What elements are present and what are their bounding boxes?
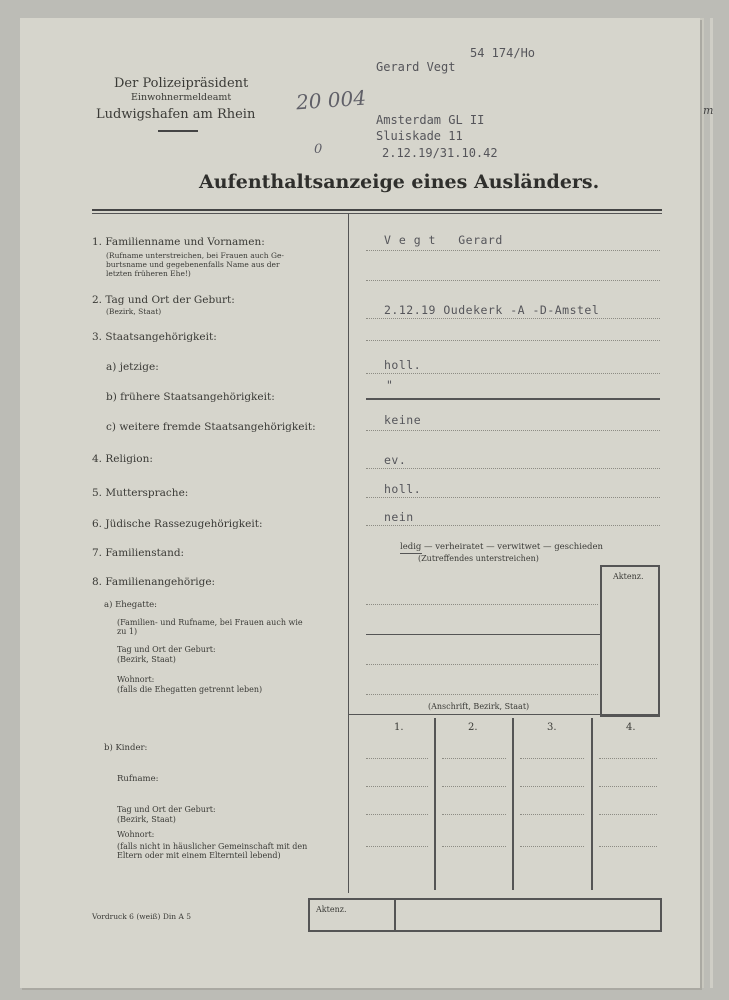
q8b-rufname: Rufname: (117, 774, 159, 784)
q3a-label: a) jetzige: (106, 361, 159, 373)
sheet-edge (700, 18, 704, 988)
q1-value: V e g t Gerard (384, 233, 503, 247)
q5-value: holl. (384, 482, 422, 496)
child-row-line-4d (599, 846, 657, 847)
title-rule-2 (92, 213, 662, 214)
child-row-line-3a (366, 814, 428, 815)
child-col-2: 2. (468, 722, 478, 733)
q7-options: ledig — verheiratet — verwitwet — geschieden (400, 542, 603, 552)
q8a-residence-note: (falls die Ehegatten getrennt leben) (117, 685, 263, 694)
q8b-residence: Wohnort: (117, 830, 155, 839)
spouse-line-4 (366, 694, 598, 695)
q2-line-1 (366, 318, 660, 319)
q3b-value: " (386, 378, 394, 392)
q1-note-1: (Rufname unterstreichen, bei Frauen auch Ge- (106, 251, 284, 260)
q3a-value: holl. (384, 358, 422, 372)
edge-letter: m (703, 104, 714, 117)
q8b-label: b) Kinder: (104, 743, 148, 753)
q8a-note-2: zu 1) (117, 627, 138, 636)
q8a-note-1: (Familien- und Rufname, bei Frauen auch wie (117, 618, 303, 627)
q6-label: 6. Jüdische Rassezugehörigkeit: (92, 518, 263, 530)
children-top-rule (348, 714, 660, 715)
q8a-label: a) Ehegatte: (104, 600, 158, 610)
child-row-line-1b (442, 758, 506, 759)
child-row-line-2d (599, 786, 657, 787)
address-note: (Anschrift, Bezirk, Staat) (428, 702, 530, 711)
aktenz-box (600, 565, 660, 717)
q3c-value: keine (384, 413, 422, 427)
q1-line-1 (366, 250, 660, 251)
spouse-line-1 (366, 604, 598, 605)
child-col-4: 4. (626, 722, 636, 733)
form-code: Vordruck 6 (weiß) Din A 5 (92, 912, 192, 921)
footer-aktenz-box (308, 898, 662, 932)
q8a-birth-note: (Bezirk, Staat) (117, 655, 176, 664)
address-line-2: Sluiskade 11 (376, 129, 463, 143)
address-line-3: 2.12.19/31.10.42 (382, 146, 498, 160)
child-col-1: 1. (394, 722, 404, 733)
child-row-line-2a (366, 786, 428, 787)
q1-label: 1. Familienname und Vornamen: (92, 236, 265, 248)
column-divider (348, 213, 349, 893)
footer-aktenz-label: Aktenz. (316, 905, 347, 914)
handwritten-zero: 0 (314, 142, 323, 157)
child-col-3: 3. (547, 722, 557, 733)
q5-label: 5. Muttersprache: (92, 487, 189, 499)
footer-aktenz-divider (394, 900, 396, 930)
child-divider-3 (591, 718, 593, 890)
q1-note-2: burtsname und gegebenenfalls Name aus der (106, 260, 280, 269)
q5-line (366, 497, 660, 498)
q2-line-2 (366, 340, 660, 341)
q3c-label: c) weitere fremde Staatsangehörigkeit: (106, 421, 316, 433)
child-row-line-1d (599, 758, 657, 759)
child-divider-1 (434, 718, 436, 890)
q8b-birth: Tag und Ort der Geburt: (117, 805, 216, 814)
q3-label: 3. Staatsangehörigkeit: (92, 331, 217, 343)
q3a-line (366, 373, 660, 374)
form-title: Aufenthaltsanzeige eines Ausländers. (199, 171, 600, 193)
q6-line (366, 525, 660, 526)
q4-value: ev. (384, 453, 407, 467)
q3c-line (366, 430, 660, 431)
q3b-label: b) frühere Staatsangehörigkeit: (106, 391, 275, 403)
child-row-line-1c (520, 758, 584, 759)
typed-name: Gerard Vegt (376, 60, 456, 74)
q1-line-2 (366, 280, 660, 281)
child-divider-2 (512, 718, 514, 890)
q1-note-3: letzten früheren Ehe!) (106, 269, 191, 278)
authority-name: Der Polizeipräsident (114, 76, 249, 91)
child-row-line-2b (442, 786, 506, 787)
q8b-birth-note: (Bezirk, Staat) (117, 815, 176, 824)
child-row-line-3d (599, 814, 657, 815)
child-row-line-4c (520, 846, 584, 847)
sheet-edge-outer (710, 18, 713, 988)
child-row-line-4a (366, 846, 428, 847)
address-line-1: Amsterdam GL II (376, 113, 485, 127)
q4-label: 4. Religion: (92, 453, 153, 465)
child-row-line-2c (520, 786, 584, 787)
q8b-residence-note-2: Eltern oder mit einem Elternteil lebend) (117, 851, 281, 860)
aktenz-label: Aktenz. (613, 572, 644, 581)
title-rule-1 (92, 209, 662, 211)
q8b-residence-note-1: (falls nicht in häuslicher Gemeinschaft mit den (117, 842, 308, 851)
q2-label: 2. Tag und Ort der Geburt: (92, 294, 235, 306)
child-row-line-1a (366, 758, 428, 759)
q3b-line (366, 398, 660, 400)
q8a-residence: Wohnort: (117, 675, 155, 684)
q8-label: 8. Familienangehörige: (92, 576, 216, 588)
ref-number: 54 174/Ho (470, 46, 536, 60)
q4-line (366, 468, 660, 469)
q8a-birth: Tag und Ort der Geburt: (117, 645, 216, 654)
child-row-line-3b (442, 814, 506, 815)
q2-value: 2.12.19 Oudekerk -A -D-Amstel (384, 303, 600, 317)
q7-note: (Zutreffendes unterstreichen) (418, 554, 539, 563)
spouse-line-3 (366, 664, 598, 665)
q2-note: (Bezirk, Staat) (106, 307, 162, 316)
q6-value: nein (384, 510, 414, 524)
q7-label: 7. Familienstand: (92, 547, 185, 559)
city-name: Ludwigshafen am Rhein (96, 107, 256, 122)
child-row-line-3c (520, 814, 584, 815)
child-row-line-4b (442, 846, 506, 847)
spouse-line-2 (366, 634, 600, 635)
handwritten-number: 20 004 (295, 85, 367, 115)
office-name: Einwohnermeldeamt (131, 92, 232, 103)
header-underline (158, 130, 198, 132)
